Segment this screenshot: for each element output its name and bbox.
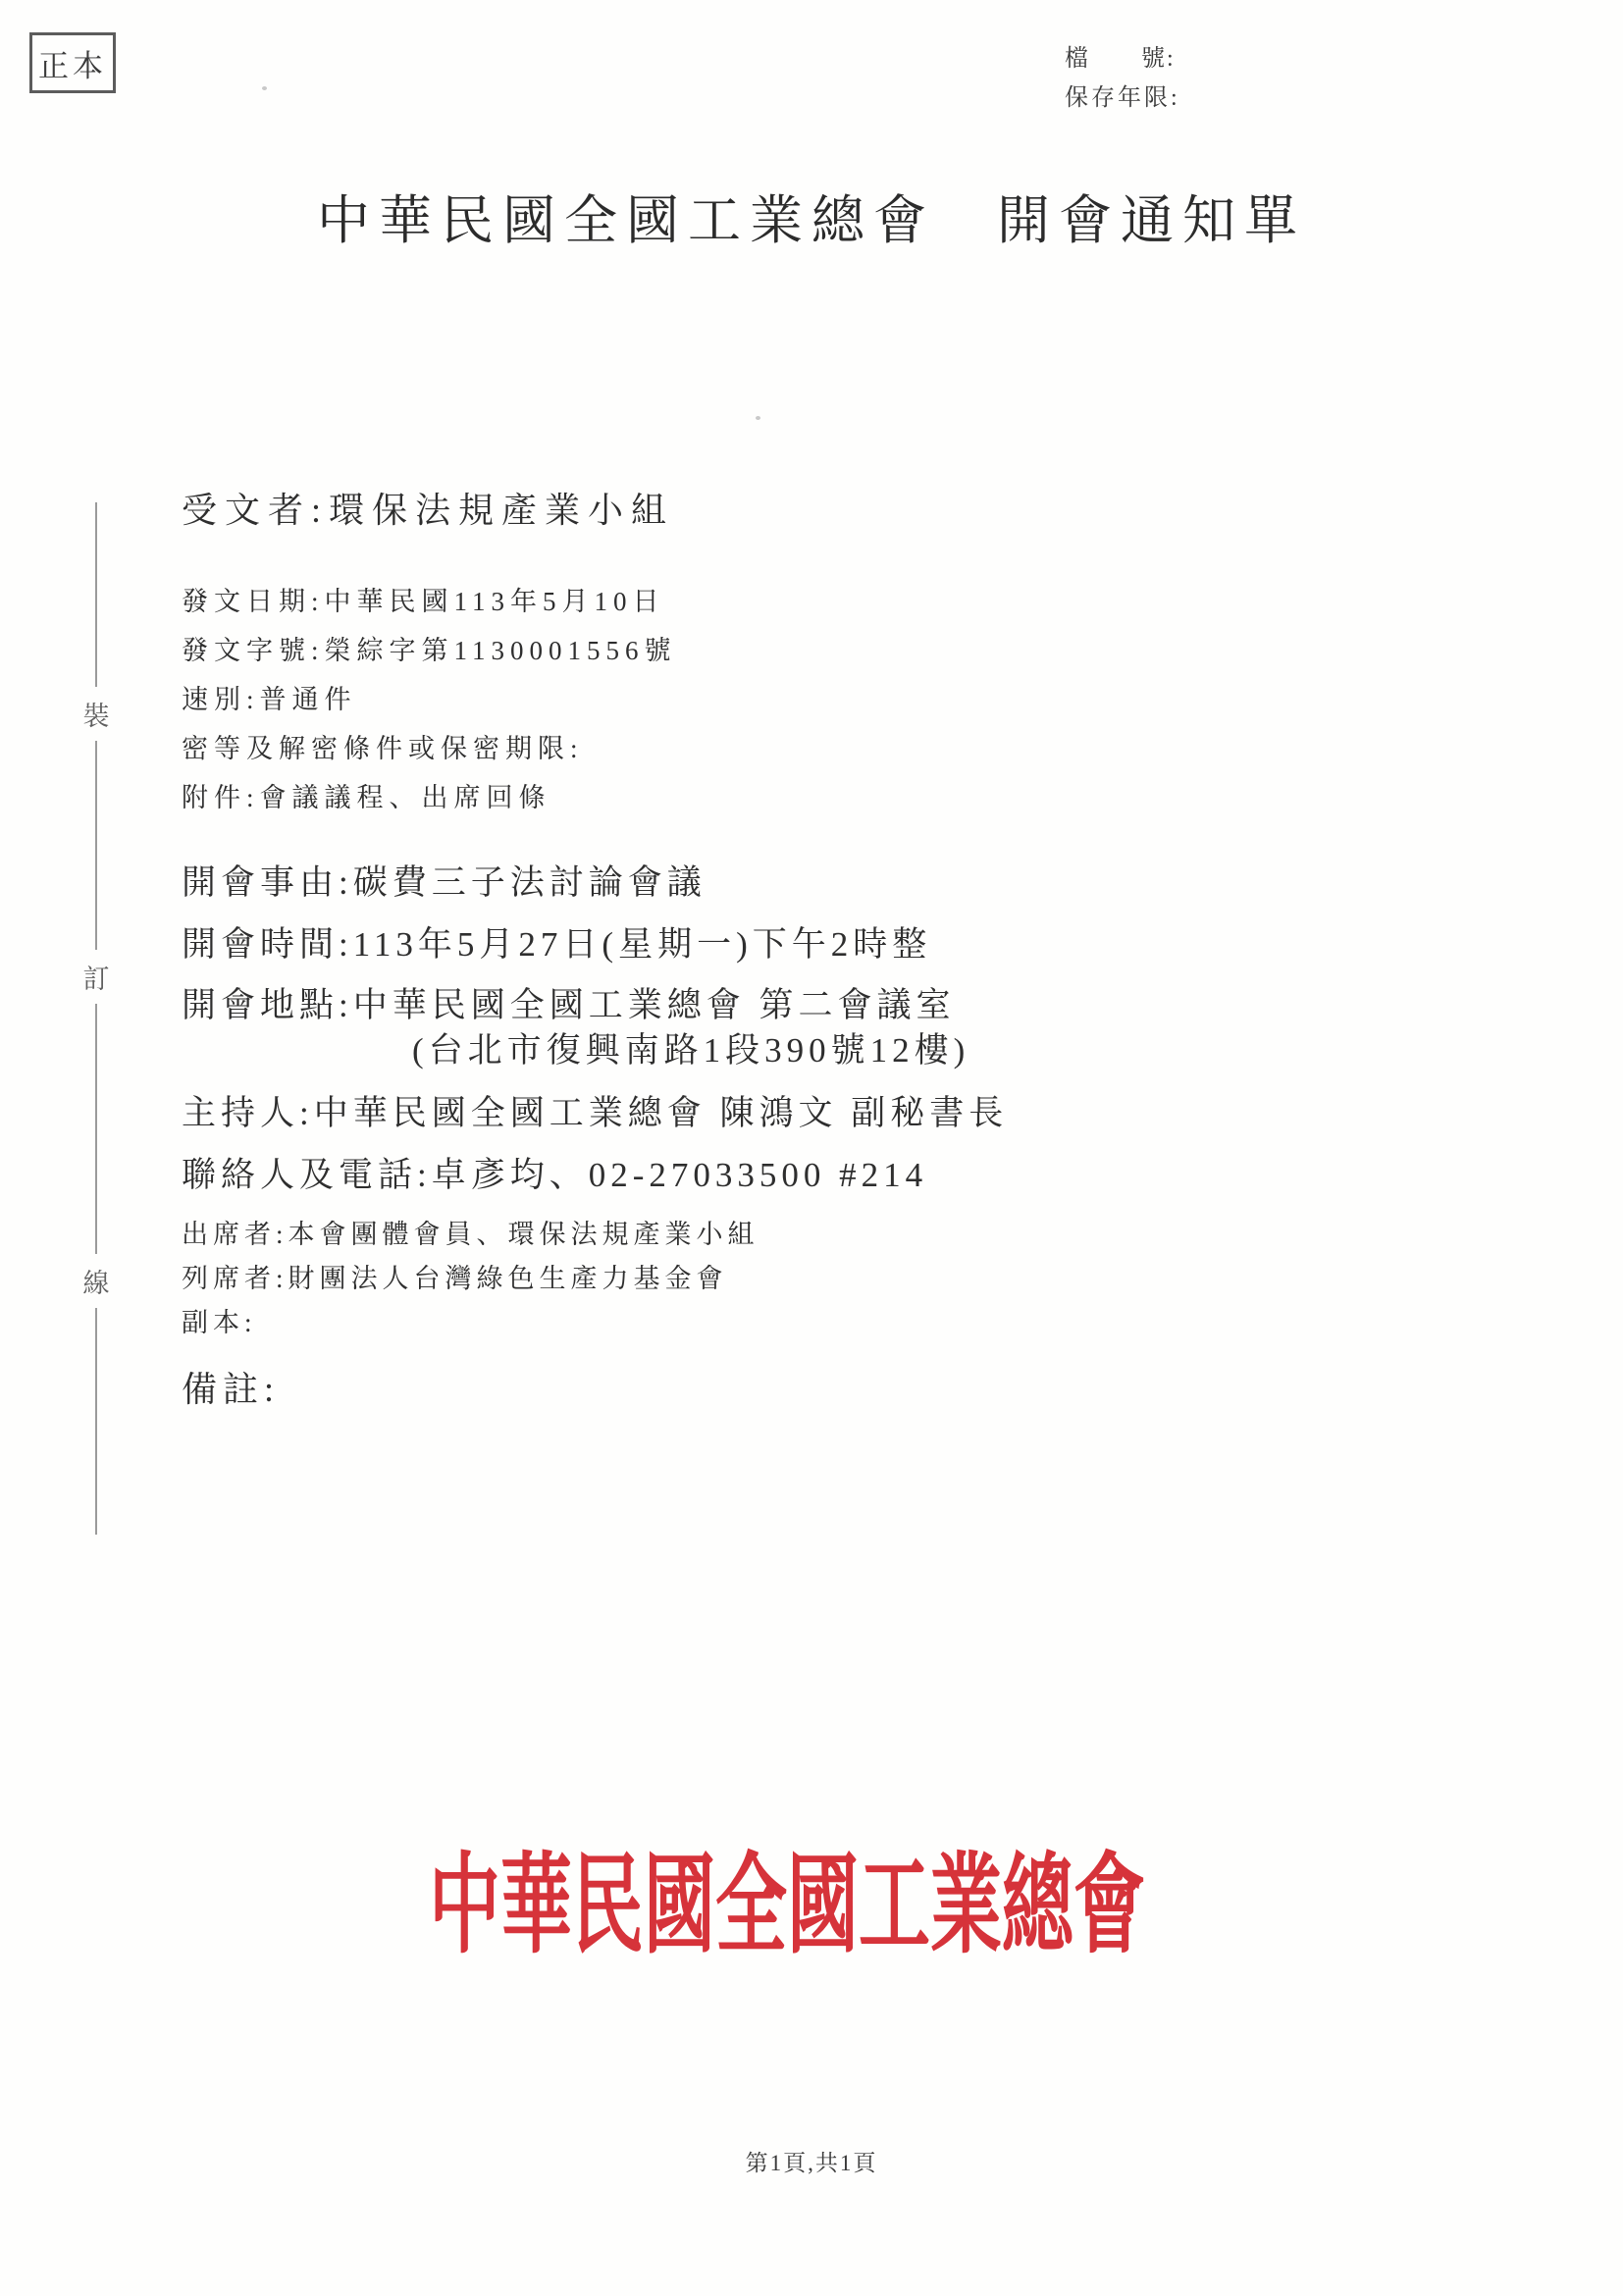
meeting-address-line: (台北市復興南路1段390號12樓)	[412, 1031, 970, 1070]
original-copy-stamp-box	[29, 32, 116, 93]
meeting-place-line: 開會地點:中華民國全國工業總會 第二會議室	[182, 986, 956, 1024]
issue-date-line: 發文日期:中華民國113年5月10日	[182, 587, 665, 616]
remarks-line: 備註:	[182, 1370, 281, 1409]
document-meta-block	[182, 577, 677, 822]
original-copy-label: 正本	[38, 48, 107, 83]
meeting-time-line: 開會時間:113年5月27日(星期一)下午2時整	[182, 925, 932, 964]
cc-line: 副本:	[182, 1308, 257, 1337]
attendees-block	[182, 1213, 759, 1345]
page-title: 中華民國全國工業總會 開會通知單	[317, 191, 1306, 250]
meeting-chair-line: 主持人:中華民國全國工業總會 陳鴻文 副秘書長	[182, 1094, 1009, 1132]
retention-period-label: 保存年限:	[1065, 85, 1180, 111]
file-header	[1065, 39, 1180, 118]
file-number-label: 檔 號:	[1065, 46, 1176, 72]
reference-number-line: 發文字號:榮綜字第1130001556號	[182, 636, 677, 665]
binding-line	[95, 502, 97, 1535]
attachments-line: 附件:會議議程、出席回條	[182, 783, 551, 812]
organization-red-stamp: 中華民國全國工業總會	[429, 1845, 1145, 1966]
meeting-subject-line: 開會事由:碳費三子法討論會議	[182, 863, 707, 902]
binding-mark-ding: 訂	[78, 950, 115, 1004]
security-classification-line: 密等及解密條件或保密期限:	[182, 734, 584, 763]
observers-line: 列席者:財團法人台灣綠色生產力基金會	[182, 1264, 728, 1293]
contact-line: 聯絡人及電話:卓彥均、02-27033500 #214	[182, 1156, 928, 1194]
scan-speck	[262, 86, 267, 90]
binding-mark-zhuang: 裝	[78, 687, 115, 741]
binding-mark-xian: 線	[78, 1254, 115, 1308]
recipient-line: 受文者:環保法規產業小組	[182, 491, 675, 530]
scan-speck	[756, 416, 760, 420]
attendees-line: 出席者:本會團體會員、環保法規產業小組	[182, 1220, 759, 1249]
priority-line: 速別:普通件	[182, 685, 357, 714]
page-number-footer: 第1頁,共1頁	[745, 2151, 878, 2175]
